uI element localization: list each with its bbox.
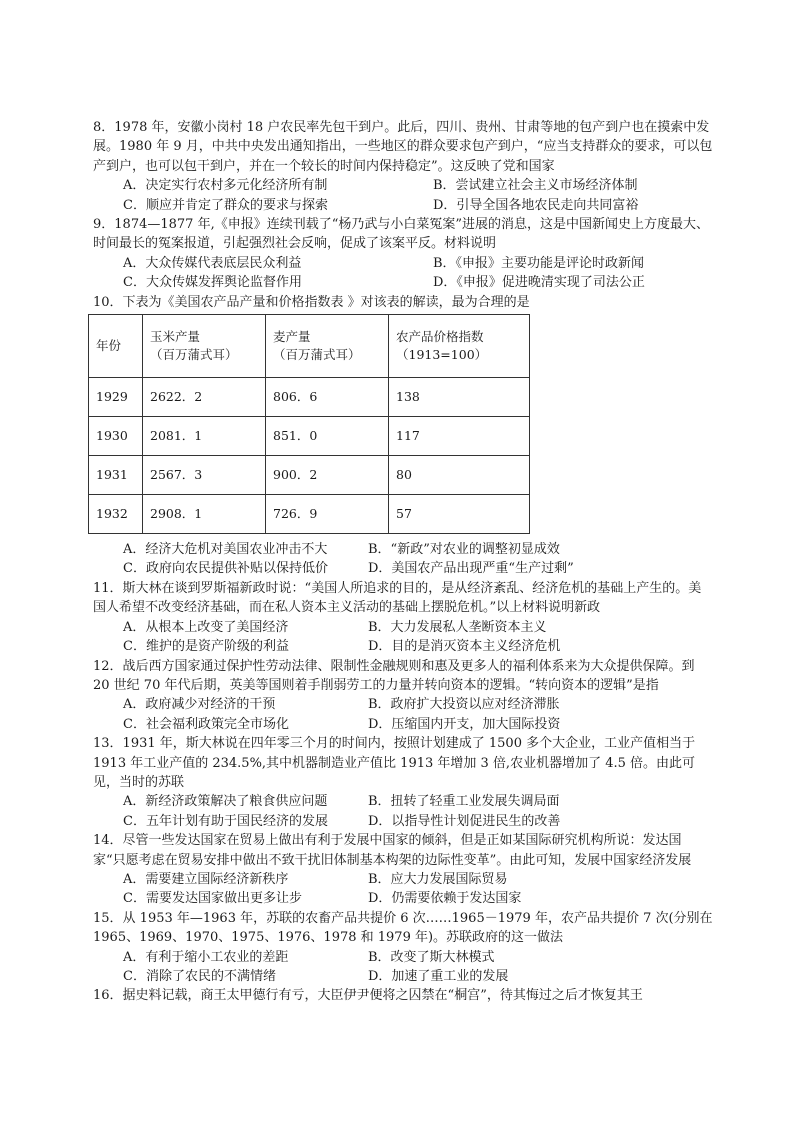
table-cell: 2081．1 [143, 417, 266, 456]
option-c: C．五年计划有助于国民经济的发展 [123, 813, 328, 829]
options [93, 948, 713, 987]
question-stem: 8．1978 年，安徽小岗村 18 户农民率先包干到户。此后，四川、贵州、甘肃等地的包产到户也在摸索中发展。1980 年 9 月，中共中央发出通知指出，一些地区的群众要求包产到户，“应当支持群众的要求，可以包产到户，也可以包干到户，并在一个较长的时间内保持稳定”。这反映了党和国家 [93, 120, 713, 174]
option-c: C．政府向农民提供补贴以保持低价 [123, 561, 328, 577]
option-d: D．以指导性计划促进民生的改善 [368, 813, 561, 829]
option-c: C．大众传媒发挥舆论监督作用 [123, 275, 302, 291]
question-12 [93, 657, 713, 735]
table-cell: 900．2 [266, 456, 389, 495]
question-stem: 15．从 1953 年—1963 年，苏联的农畜产品共提价 6 次……1965－1979 年，农产品共提价 7 次(分别在 1965、1969、1970、1975、1976、1978 和 1979 年)。苏联政府的这一做法 [93, 910, 713, 946]
table-cell: 57 [389, 495, 530, 534]
table-cell: 2908．1 [143, 495, 266, 534]
header-wheat: 麦产量 （百万蒲式耳） [266, 315, 389, 378]
table-row [89, 456, 530, 495]
header-corn: 玉米产量 （百万蒲式耳） [143, 315, 266, 378]
question-9 [93, 215, 713, 293]
option-d: D．仍需要依赖于发达国家 [368, 891, 522, 907]
table-cell: 80 [389, 456, 530, 495]
header-price-index: 农产品价格指数 （1913=100） [389, 315, 530, 378]
question-stem: 12．战后西方国家通过保护性劳动法律、限制性金融规则和惠及更多人的福利体系来为大众提供保障。到 20 世纪 70 年代后期，英美等国则着手削弱劳工的力量并转向资本的逻辑。“转向资本的逻辑”是指 [93, 658, 695, 693]
table-cell: 1929 [89, 378, 143, 417]
table-cell: 138 [389, 378, 530, 417]
table-row [89, 417, 530, 456]
option-a: A．决定实行农村多元化经济所有制 [123, 178, 328, 194]
option-b: B．改变了斯大林模式 [368, 949, 495, 965]
table-cell: 1931 [89, 456, 143, 495]
question-16 [93, 986, 713, 1005]
question-15 [93, 909, 713, 987]
options [93, 695, 713, 734]
option-c: C．需要发达国家做出更多让步 [123, 891, 302, 907]
question-8 [93, 118, 713, 215]
option-a: A．从根本上改变了美国经济 [123, 619, 289, 635]
table-cell: 1930 [89, 417, 143, 456]
option-a: A．经济大危机对美国农业冲击不大 [123, 542, 328, 558]
option-c: C．顺应并肯定了群众的要求与探索 [123, 197, 328, 213]
option-b: B．《申报》主要功能是评论时政新闻 [433, 255, 645, 271]
question-stem: 9．1874—1877 年,《申报》连续刊载了“杨乃武与小白菜冤案”进展的消息，这是中国新闻史上方度最大、时间最长的冤案报道，引起强烈社会反响，促成了该案平反。材料说明 [93, 217, 709, 252]
option-a: A．新经济政策解决了粮食供应问题 [123, 794, 328, 810]
question-stem: 10．下表为《美国农产品产量和价格指数表 》对该表的解读，最为合理的是 [93, 294, 530, 310]
question-11 [93, 579, 713, 657]
table-cell: 2622．2 [143, 378, 266, 417]
table-cell: 1932 [89, 495, 143, 534]
question-stem: 14．尽管一些发达国家在贸易上做出有利于发展中国家的倾斜，但是正如某国际研究机构所说：发达国家“只愿考虑在贸易安排中做出不致干扰旧体制基本构架的边际性变革”。由此可知，发展中国家经济发展 [93, 833, 692, 868]
data-table [88, 314, 530, 534]
question-stem: 16．据史料记载，商王太甲德行有亏，大臣伊尹便将之囚禁在“桐宫”，待其悔过之后才恢复其王 [93, 988, 643, 1004]
option-d: D．美国农产品出现严重“生产过剩” [368, 561, 574, 577]
table-cell: 806．6 [266, 378, 389, 417]
option-d: D．压缩国内开支，加大国际投资 [368, 716, 561, 732]
header-year: 年份 [89, 315, 143, 378]
question-stem: 11．斯大林在谈到罗斯福新政时说：“美国人所追求的目的，是从经济紊乱、经济危机的基础上产生的。美国人希望不改变经济基础，而在私人资本主义活动的基础上摆脱危机。”以上材料说明新政 [93, 580, 702, 616]
option-d: D．《申报》促进晚清实现了司法公正 [433, 275, 645, 291]
option-b: B．“新政”对农业的调整初显成效 [368, 542, 560, 558]
options [93, 254, 713, 293]
question-13 [93, 734, 713, 831]
question-10 [93, 293, 713, 579]
table-header-row [89, 315, 530, 378]
options [93, 176, 713, 215]
option-c: C．社会福利政策完全市场化 [123, 716, 289, 732]
options [93, 870, 713, 909]
option-b: B．大力发展私人垄断资本主义 [368, 619, 547, 635]
option-b: B．应大力发展国际贸易 [368, 871, 508, 887]
option-a: A．需要建立国际经济新秩序 [123, 871, 289, 887]
option-a: A．大众传媒代表底层民众利益 [123, 255, 302, 271]
table-cell: 117 [389, 417, 530, 456]
table-row [89, 495, 530, 534]
options [93, 540, 713, 579]
table-cell: 2567．3 [143, 456, 266, 495]
option-c: C．消除了农民的不满情绪 [123, 969, 276, 984]
option-d: D．引导全国各地农民走向共同富裕 [433, 197, 639, 213]
question-14 [93, 831, 713, 909]
options [93, 618, 713, 657]
option-b: B．政府扩大投资以应对经济滞胀 [368, 697, 560, 713]
exam-page [93, 118, 713, 1006]
option-b: B．尝试建立社会主义市场经济体制 [433, 178, 638, 194]
option-a: A．政府减少对经济的干预 [123, 697, 276, 713]
option-d: D．加速了重工业的发展 [368, 969, 509, 984]
table-row [89, 378, 530, 417]
option-a: A．有利于缩小工农业的差距 [123, 949, 289, 965]
table-cell: 851．0 [266, 417, 389, 456]
option-d: D．目的是消灭资本主义经济危机 [368, 639, 561, 655]
option-b: B．扭转了轻重工业发展失调局面 [368, 794, 560, 810]
option-c: C．维护的是资产阶级的利益 [123, 639, 289, 655]
options [93, 792, 713, 831]
table-cell: 726．9 [266, 495, 389, 534]
question-stem: 13．1931 年，斯大林说在四年零三个月的时间内，按照计划建成了 1500 多个大企业，工业产值相当于 1913 年工业产值的 234.5%,其中机器制造业产值比 1913 年增加 3 倍,农业机器增加了 4.5 倍。由此可见，当时的苏联 [93, 736, 696, 790]
